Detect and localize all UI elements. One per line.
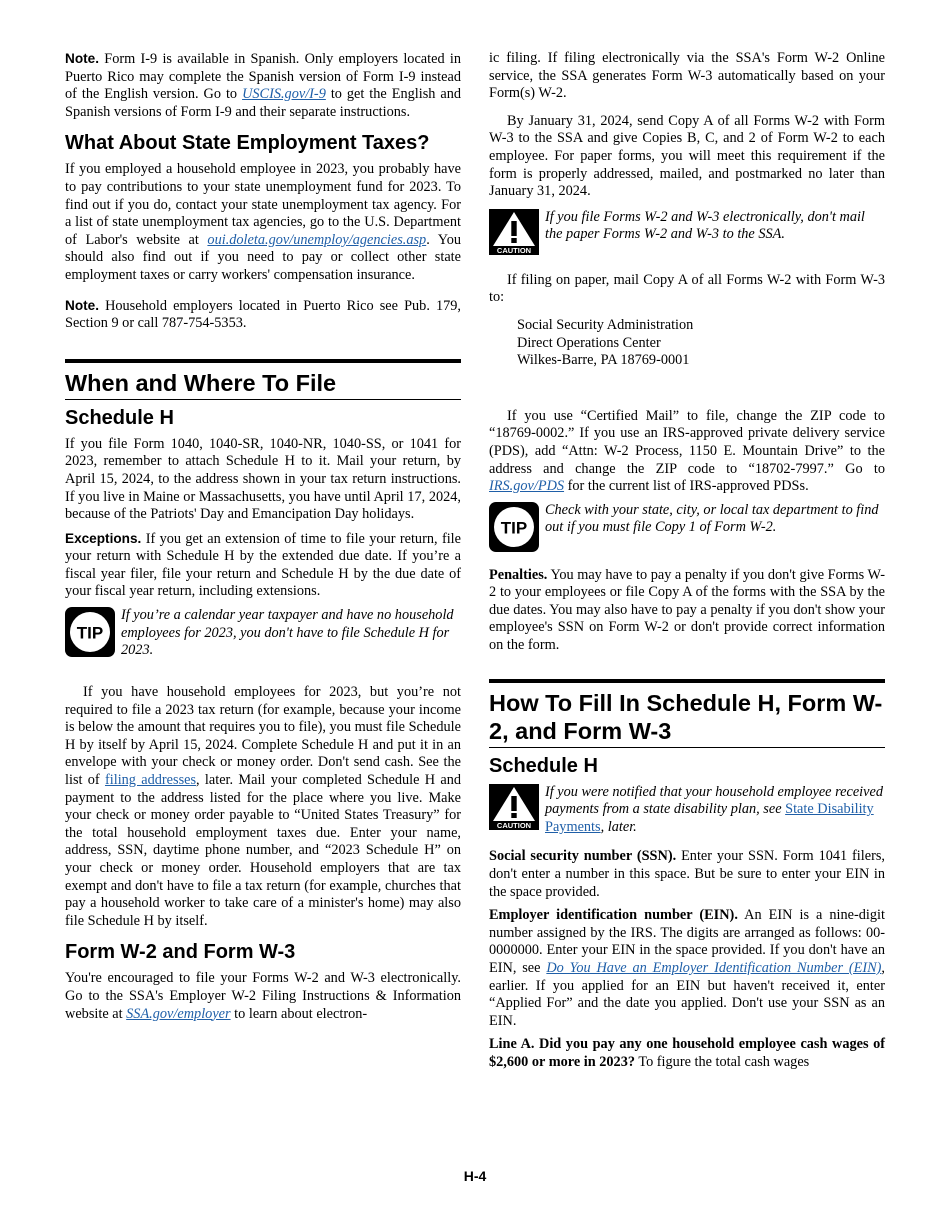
caution-text: If you file Forms W-2 and W-3 electronically, don't mail the paper Forms W-2 and W-3 to the SSA. (545, 208, 865, 243)
state-taxes-heading: What About State Employment Taxes? (65, 132, 430, 155)
uscis-link[interactable]: USCIS.gov/I-9 (242, 86, 326, 103)
tip-callout-copy1 (489, 502, 885, 557)
penalties-paragraph: Penalties. You may have to pay a penalty if you don't give Forms W-2 to your employees or file Copy A of the forms with the SSA by the due dates. You may also have to pay a penalty if you don't show your employee's SSN on Form W-2 or don't provide correct information on the form. (489, 566, 885, 654)
filing-addresses-link[interactable]: filing addresses (104, 772, 197, 789)
schedule-h-paragraph: If you file Form 1040, 1040-SR, 1040-NR, 1040-SS, or 1041 for 2023, remember to attach Schedule H to it. Mail your return, by April 15, 2024, to the address shown in your tax return instructions. If you live in Maine or Massachusetts, you have until April 17, 2024, because of the Patriots' Day and Emancipation Day holidays. (65, 435, 461, 523)
caution-callout-disability (489, 784, 885, 837)
when-where-heading: When and Where To File (65, 369, 461, 400)
note-puerto-rico-paragraph: Note. Household employers located in Puerto Rico see Pub. 179, Section 9 or call 787-754-5353. (65, 297, 461, 332)
page-number: H-4 (463, 1168, 487, 1184)
how-to-fill-section (489, 679, 885, 748)
caution-icon-label: CAUTION (496, 245, 532, 255)
when-where-section (65, 359, 461, 400)
left-column (65, 50, 461, 1029)
exceptions-label: Exceptions. (65, 530, 142, 546)
tip-callout-calendar-year (65, 607, 461, 662)
ein-label: Employer identification number (EIN). (489, 907, 738, 924)
doleta-link[interactable]: oui.doleta.gov/unemploy/agencies.asp (207, 231, 427, 248)
ssn-label: Social security number (SSN). (489, 848, 677, 865)
address-line-2: Direct Operations Center (517, 334, 661, 351)
ein-paragraph: Employer identification number (EIN). An EIN is a nine-digit number assigned by the IRS. The digits are arranged as follows: 00-0000000. Enter your EIN in the space provided. If you don't have an EIN, see Do You Have an Employer Identification Number (EIN), earlier. If you applied for an EIN but haven't received it, enter “Applied For” and the date you applied. Don't use your SSN as an EIN. (489, 907, 885, 1029)
caution-text: If you were notified that your household employee received payments from a state disability plan, see State Disability Payments, later. (545, 783, 883, 835)
caution-icon (489, 209, 539, 260)
note-label: Note. (65, 297, 99, 313)
w2-w3-heading: Form W-2 and Form W-3 (65, 941, 296, 964)
note-i9-paragraph: Note. Form I-9 is available in Spanish. Only employers located in Puerto Rico may complete the Spanish version of Form I-9 instead of the English version. Go to USCIS.gov/I-9 to get the English and Spanish versions of Form I-9 and their separate instructions. (65, 51, 462, 120)
household-employees-paragraph: If you have household employees for 2023, but you’re not required to file a 2023 tax return (for example, because your income is below the amount that requires you to file), you must file Schedule H by itself by April 15, 2024. Complete Schedule H and put it in an envelope with your check or money order. Don't send cash. See the list of filing addresses, later. Mail your completed Schedule H and payment to the address listed for the place where you live. Make your check or money order payable to “United States Treasury” for the total household employment taxes due. Enter your name, address, SSN, daytime phone number, and “2023 Schedule H” on your check or money order. Household employers that are tax exempt and don't have to file a tax return (for example, churches that pay a household worker to take care of a minister's home) may also file Schedule H by itself. (65, 684, 461, 929)
address-line-3: Wilkes-Barre, PA 18769-0001 (517, 352, 690, 369)
schedule-h-heading: Schedule H (65, 406, 174, 429)
caution-icon (489, 784, 539, 835)
tip-text: If you’re a calendar year taxpayer and have no household employees for 2023, you don't have to file Schedule H for 2023. (121, 607, 454, 659)
ssa-mailing-address (517, 317, 885, 370)
caution-icon-label: CAUTION (496, 820, 532, 830)
state-disability-link[interactable]: State Disability Payments (545, 801, 874, 835)
caution-callout-electronic (489, 209, 885, 260)
ein-link[interactable]: Do You Have an Employer Identification Number (EIN) (546, 960, 882, 976)
line-a-paragraph: Line A. Did you pay any one household employee cash wages of $2,600 or more in 2023? To figure the total cash wages (489, 1036, 885, 1070)
tip-text: Check with your state, city, or local tax department to find out if you must file Copy 1 of Form W-2. (545, 501, 879, 536)
tip-icon-label: TIP (76, 623, 104, 643)
irs-pds-link[interactable]: IRS.gov/PDS (489, 478, 565, 495)
right-column (489, 50, 885, 1078)
state-taxes-paragraph: If you employed a household employee in 2023, you probably have to pay contributions to your state unemployment fund for 2023. To find out if you do, contact your state unemployment tax agency. For a list of state unemployment tax agencies, go to the U.S. Department of Labor's website at oui.doleta.gov/unemploy/agencies.asp. You should also find out if you need to pay or collect other state employment taxes or carry workers' compensation insurance. (65, 161, 461, 283)
tip-icon-label: TIP (500, 518, 528, 538)
schedule-h-heading-2: Schedule H (489, 754, 598, 777)
w2-electronic-paragraph: You're encouraged to file your Forms W-2 and W-3 electronically. Go to the SSA's Employer W-2 Filing Instructions & Information website at SSA.gov/employer to learn about electron- (65, 970, 461, 1022)
penalties-label: Penalties. (489, 566, 548, 583)
line-a-label: Line A. Did you pay any one household employee cash wages of $2,600 or more in 2023? (489, 1036, 885, 1070)
january-deadline-paragraph: By January 31, 2024, send Copy A of all Forms W-2 with Form W-3 to the SSA and give Copies B, C, and 2 of Form W-2 to each employee. For paper forms, you will meet this requirement if the form is properly addressed, mailed, and postmarked no later than January 31, 2024. (489, 112, 885, 200)
note-label: Note. (65, 51, 99, 66)
electronic-filing-continued-paragraph: ic filing. If filing electronically via the SSA's Form W-2 Online service, the SSA generates Form W-3 automatically based on your Form(s) W-2. (489, 50, 885, 102)
exceptions-paragraph: Exceptions. If you get an extension of time to file your return, file your return with Schedule H by the extended due date. If you’re a fiscal year filer, file your return and Schedule H by the due date of your fiscal year return, including extensions. (65, 530, 461, 600)
ssn-paragraph: Social security number (SSN). Enter your SSN. Form 1041 filers, don't enter a number in this space. But be sure to enter your EIN in the space provided. (489, 848, 885, 900)
certified-mail-paragraph: If you use “Certified Mail” to file, change the ZIP code to “18769-0002.” If you use an IRS-approved private delivery service (PDS), add “Attn: W-2 Process, 1150 E. Mountain Drive” to the address and change the ZIP code to “18702-7997.” Go to IRS.gov/PDS for the current list of IRS-approved PDSs. (489, 407, 885, 495)
tip-icon (65, 607, 115, 662)
ssa-employer-link[interactable]: SSA.gov/employer (126, 1005, 231, 1022)
paper-filing-paragraph: If filing on paper, mail Copy A of all Forms W-2 with Form W-3 to: (489, 271, 885, 306)
address-line-1: Social Security Administration (517, 316, 694, 333)
tip-icon (489, 502, 539, 557)
how-to-fill-heading: How To Fill In Schedule H, Form W-2, and Form W-3 (489, 689, 885, 748)
